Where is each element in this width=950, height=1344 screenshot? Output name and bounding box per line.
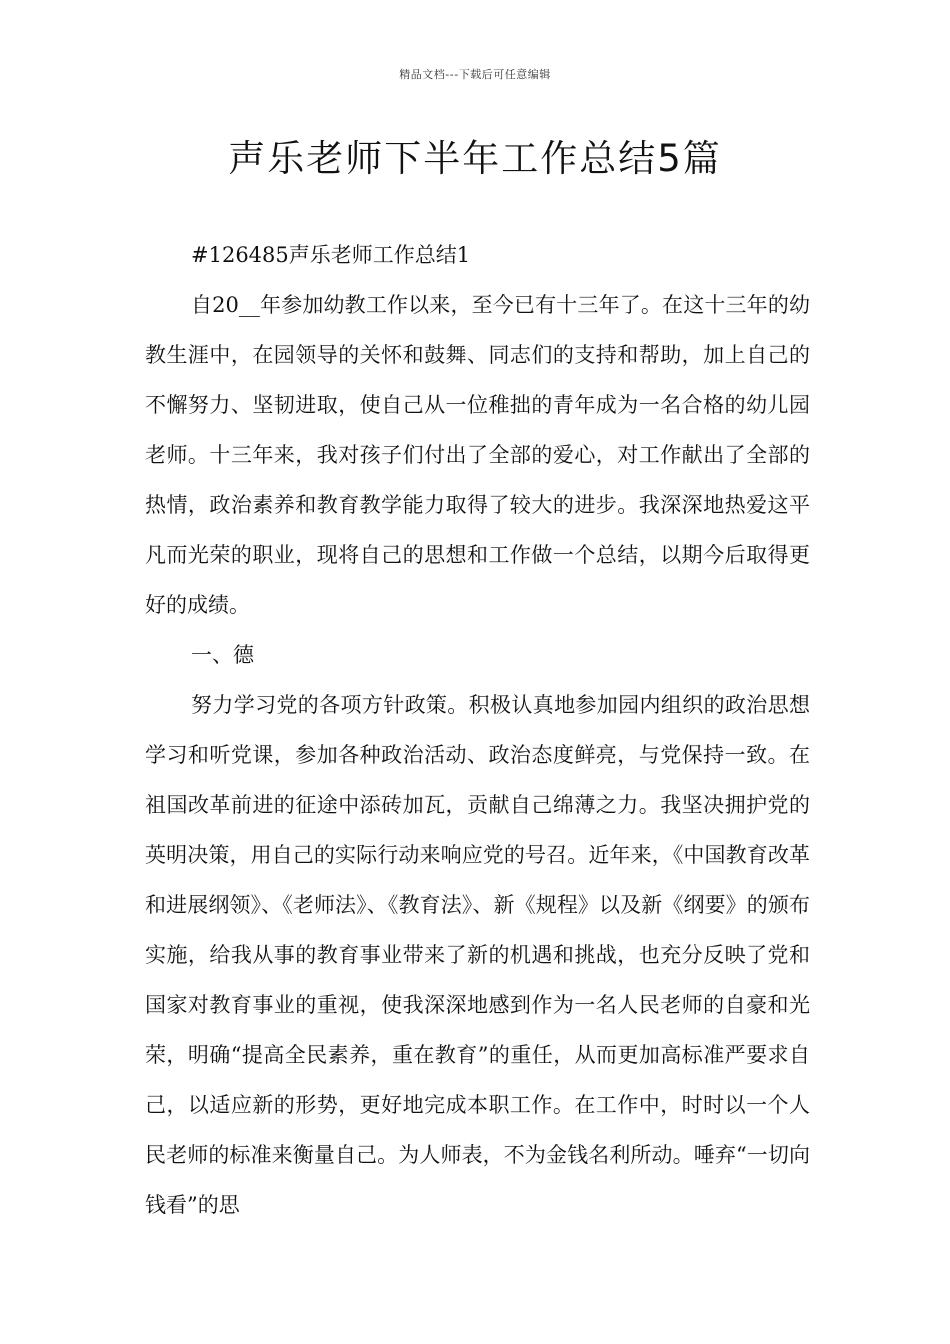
section-heading: #126485声乐老师工作总结1 — [191, 243, 471, 267]
body-paragraph: 努力学习党的各项方针政策。积极认真地参加园内组织的政治思想学习和听党课，参加各种政治活动、政治态度鲜亮，与党保持一致。在祖国改革前进的征途中添砖加瓦，贡献自己绵薄之力。我坚决拥护党的英明决策，用自己的实际行动来响应党的号召。近年来，《中国教育改革和进展纲领》、《老师法》、《教育法》、新《规程》以及新《纲要》的颁布实施，给我从事的教育事业带来了新的机遇和挑战，也充分反映了党和国家对教育事业的重视，使我深深地感到作为一名人民老师的自豪和光荣，明确“提高全民素养，重在教育”的重任，从而更加高标准严要求自己，以适应新的形势，更好地完成本职工作。在工作中，时时以一个人民老师的标准来衡量自己。为人师表，不为金钱名利所动。唾弃“一切向钱看”的思 — [145, 693, 810, 1217]
subsection-heading: 一、德 — [191, 643, 254, 667]
document-title: 声乐老师下半年工作总结5篇 — [228, 137, 722, 180]
page-header-note: 精品文档---下载后可任意编辑 — [399, 68, 551, 81]
body-paragraph: 自20__年参加幼教工作以来，至今已有十三年了。在这十三年的幼教生涯中，在园领导的关怀和鼓舞、同志们的支持和帮助，加上自己的不懈努力、坚韧进取，使自己从一位稚拙的青年成为一名合格的幼儿园老师。十三年来，我对孩子们付出了全部的爱心，对工作献出了全部的热情，政治素养和教育教学能力取得了较大的进步。我深深地热爱这平凡而光荣的职业，现将自己的思想和工作做一个总结，以期今后取得更好的成绩。 — [145, 293, 810, 617]
document-body — [145, 230, 810, 1230]
